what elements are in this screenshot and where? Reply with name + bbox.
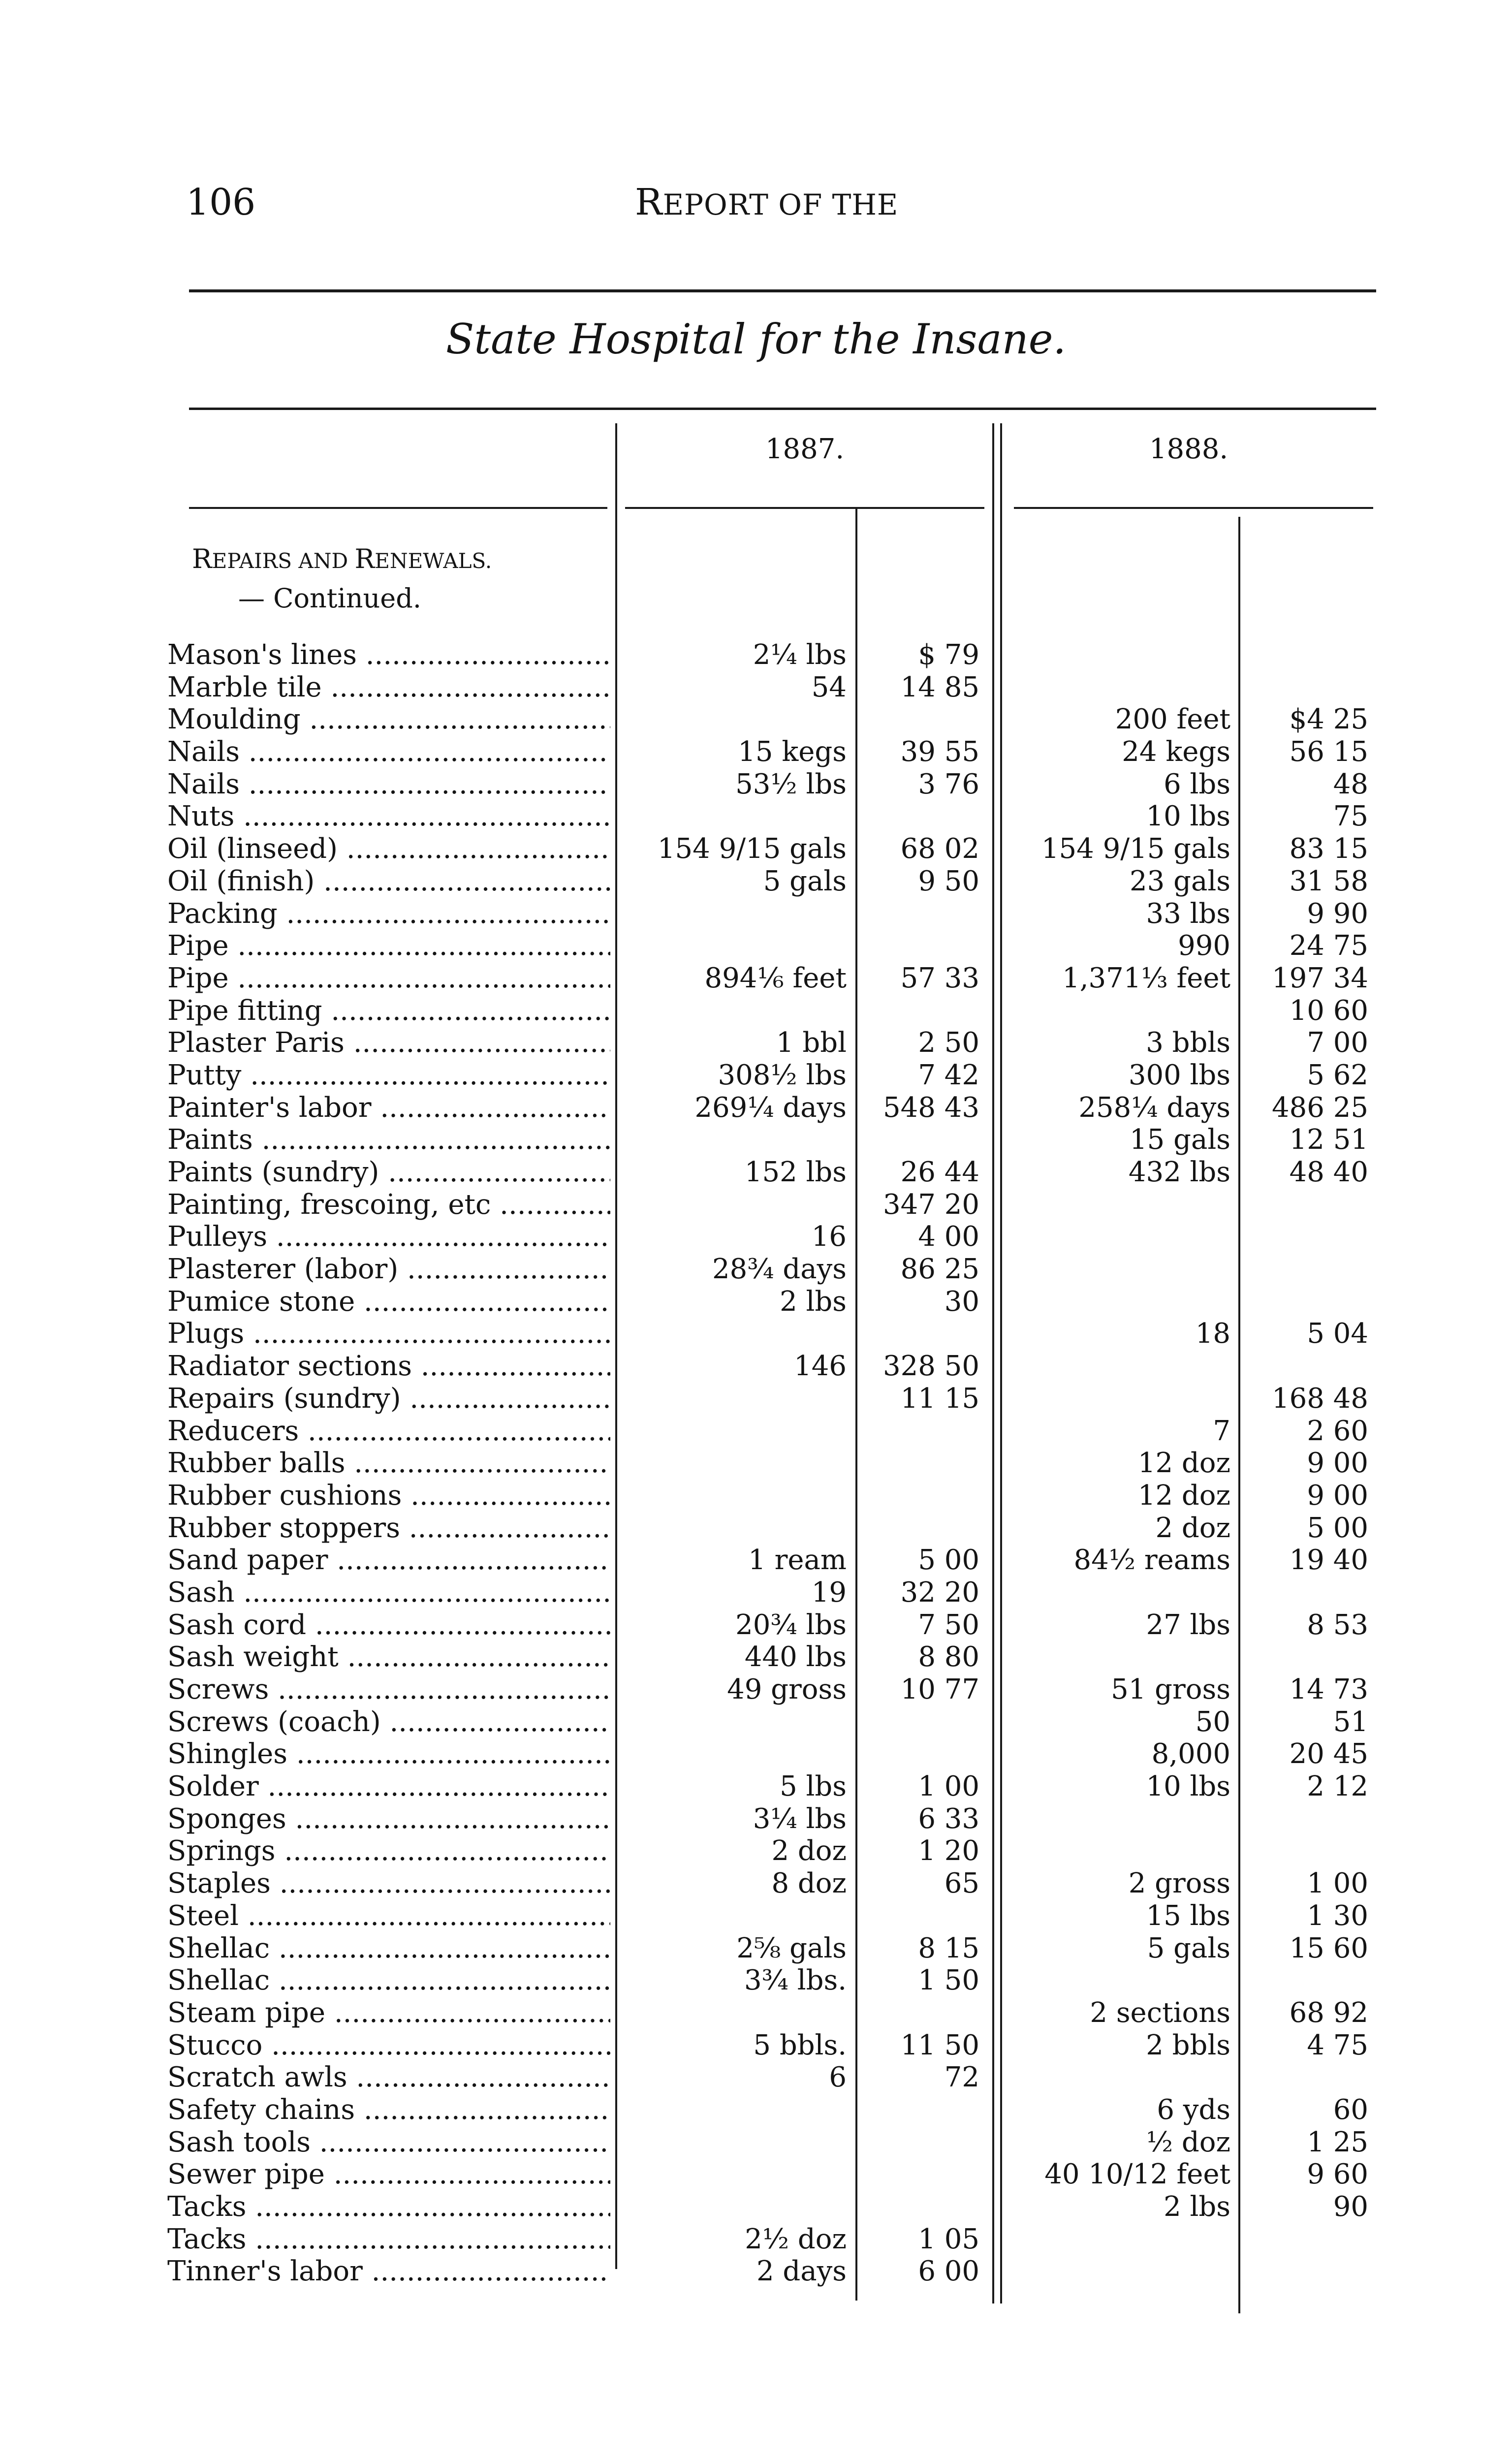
table-row (0, 833, 1512, 865)
quantity-1887: 8 doz (771, 1867, 847, 1900)
item-label: Painting, frescoing, etc ..... (167, 1189, 610, 1221)
amount-1887: 32 20 (900, 1576, 979, 1609)
table-row (0, 1480, 1512, 1512)
amount-1887: 86 25 (900, 1253, 979, 1286)
item-label: Pulleys ..... (167, 1221, 610, 1253)
table-subtitle: State Hospital for the Insane. (445, 315, 1067, 363)
quantity-1888: 990 (1178, 930, 1230, 962)
quantity-1887: 1 bbl (776, 1027, 847, 1059)
table-row (0, 1318, 1512, 1350)
amount-1888: 68 92 (1289, 1996, 1368, 2029)
quantity-1888: 15 lbs (1146, 1899, 1230, 1932)
quantity-1887: 152 lbs (744, 1156, 847, 1188)
section-title: REPAIRS AND RENEWALS. (192, 543, 492, 574)
column-head-rule-left (189, 507, 607, 509)
amount-1887: 10 77 (900, 1673, 979, 1705)
item-label: Sash cord ..... (167, 1609, 610, 1641)
table-row (0, 2158, 1512, 2191)
amount-1888: 8 53 (1307, 1609, 1368, 1641)
amount-1888: 20 45 (1289, 1738, 1368, 1770)
amount-1888: 1 30 (1307, 1899, 1368, 1932)
table-row (0, 1803, 1512, 1835)
amount-1887: 39 55 (900, 736, 979, 768)
table-row (0, 800, 1512, 833)
header-rule (189, 408, 1376, 410)
year-1887-header: 1887. (765, 433, 845, 465)
quantity-1888: 2 doz (1155, 1512, 1230, 1544)
table-row (0, 1124, 1512, 1156)
amount-1887: 72 (944, 2061, 979, 2094)
quantity-1887: 15 kegs (738, 736, 847, 768)
table-row (0, 2061, 1512, 2094)
quantity-1888: ½ doz (1146, 2126, 1230, 2158)
item-label: Screws (coach) ..... (167, 1706, 610, 1738)
amount-1887: 7 50 (918, 1609, 979, 1641)
table-row (0, 1253, 1512, 1286)
item-label: Steel ..... (167, 1900, 610, 1932)
table-row (0, 1512, 1512, 1545)
quantity-1888: 2 bbls (1146, 2029, 1230, 2061)
amount-1887: 3 76 (918, 768, 979, 800)
amount-1888: 31 58 (1289, 865, 1368, 897)
amount-1888: 2 12 (1307, 1770, 1368, 1803)
quantity-1888: 6 yds (1157, 2093, 1230, 2126)
amount-1887: 8 80 (918, 1641, 979, 1673)
amount-1887: 5 00 (918, 1544, 979, 1577)
quantity-1887: 16 (811, 1221, 847, 1253)
item-label: Paints (sundry) ..... (167, 1156, 610, 1189)
top-rule (189, 289, 1376, 292)
amount-1888: 12 51 (1289, 1124, 1368, 1156)
quantity-1888: 12 doz (1137, 1447, 1230, 1480)
quantity-1887: 28¾ days (712, 1253, 847, 1286)
table-row (0, 1706, 1512, 1738)
amount-1887: 1 20 (918, 1835, 979, 1867)
amount-1887: 11 15 (900, 1382, 979, 1415)
quantity-1888: 3 bbls (1146, 1027, 1230, 1059)
table-row (0, 1577, 1512, 1609)
amount-1888: 83 15 (1289, 833, 1368, 865)
item-label: Marble tile ..... (167, 671, 610, 704)
amount-1888: 24 75 (1289, 930, 1368, 962)
quantity-1887: 154 9/15 gals (657, 833, 847, 865)
amount-1888: 15 60 (1289, 1932, 1368, 1964)
quantity-1887: 2 days (756, 2255, 847, 2288)
amount-1888: 486 25 (1272, 1091, 1368, 1124)
quantity-1888: 23 gals (1130, 865, 1230, 897)
table-row (0, 1770, 1512, 1803)
item-label: Paints ..... (167, 1124, 610, 1156)
table-row (0, 1738, 1512, 1770)
item-label: Shellac ..... (167, 1932, 610, 1965)
item-label: Pumice stone ..... (167, 1286, 610, 1318)
table-row (0, 1189, 1512, 1221)
quantity-1887: 5 gals (763, 865, 847, 897)
table-row (0, 898, 1512, 930)
amount-1888: 9 00 (1307, 1447, 1368, 1480)
amount-1888: 10 60 (1289, 994, 1368, 1027)
item-label: Radiator sections ..... (167, 1350, 610, 1383)
quantity-1887: 894⅙ feet (704, 962, 847, 994)
item-label: Pipe ..... (167, 930, 610, 962)
item-label: Plugs ..... (167, 1318, 610, 1350)
table-row (0, 1673, 1512, 1706)
table-row (0, 930, 1512, 962)
item-label: Solder ..... (167, 1770, 610, 1803)
running-head: REPORT OF THE (635, 181, 899, 223)
table-row (0, 1641, 1512, 1673)
item-label: Tinner's labor ..... (167, 2255, 610, 2288)
item-label: Sand paper ..... (167, 1544, 610, 1577)
table-row (0, 1221, 1512, 1253)
amount-1887: 68 02 (900, 833, 979, 865)
table-row (0, 703, 1512, 736)
amount-1888: 75 (1333, 800, 1368, 833)
item-label: Pipe ..... (167, 962, 610, 995)
item-label: Stucco ..... (167, 2029, 610, 2062)
quantity-1888: 15 gals (1130, 1124, 1230, 1156)
item-label: Nails ..... (167, 736, 610, 768)
table-row (0, 1415, 1512, 1448)
quantity-1888: 5 gals (1147, 1932, 1230, 1964)
quantity-1887: 308½ lbs (718, 1059, 847, 1091)
item-label: Screws ..... (167, 1673, 610, 1706)
amount-1887: 6 33 (918, 1802, 979, 1835)
amount-1888: $4 25 (1289, 703, 1368, 736)
quantity-1887: 2⅝ gals (736, 1932, 847, 1964)
quantity-1887: 53½ lbs (735, 768, 847, 800)
quantity-1887: 5 lbs (780, 1770, 847, 1803)
table-row (0, 865, 1512, 898)
amount-1887: 14 85 (900, 671, 979, 703)
item-label: Sash weight ..... (167, 1641, 610, 1673)
table-row (0, 1609, 1512, 1641)
item-label: Putty ..... (167, 1059, 610, 1092)
quantity-1888: 27 lbs (1146, 1609, 1230, 1641)
table-row (0, 1156, 1512, 1189)
quantity-1887: 3¾ lbs. (744, 1964, 847, 1997)
item-label: Mason's lines ..... (167, 639, 610, 671)
item-label: Shingles ..... (167, 1738, 610, 1770)
amount-1887: $ 79 (918, 639, 979, 671)
amount-1888: 48 (1333, 768, 1368, 800)
table-row (0, 1900, 1512, 1932)
table-row (0, 2126, 1512, 2159)
quantity-1887: 2½ doz (745, 2223, 847, 2255)
table-row (0, 1350, 1512, 1383)
item-label: Painter's labor ..... (167, 1092, 610, 1124)
amount-1887: 6 00 (918, 2255, 979, 2288)
item-label: Oil (finish) ..... (167, 865, 610, 898)
amount-1887: 30 (944, 1285, 979, 1318)
table-row (0, 1932, 1512, 1965)
table-row (0, 1997, 1512, 2029)
quantity-1888: 40 10/12 feet (1044, 2158, 1230, 2191)
amount-1888: 1 00 (1307, 1867, 1368, 1900)
quantity-1887: 19 (811, 1576, 847, 1609)
amount-1888: 7 00 (1307, 1027, 1368, 1059)
item-label: Rubber balls ..... (167, 1447, 610, 1480)
quantity-1887: 49 gross (727, 1673, 847, 1705)
item-label: Sash ..... (167, 1577, 610, 1609)
quantity-1887: 146 (794, 1350, 847, 1383)
column-head-rule-1887 (625, 507, 984, 509)
item-label: Packing ..... (167, 898, 610, 930)
quantity-1888: 258¼ days (1078, 1091, 1230, 1124)
amount-1887: 1 05 (918, 2223, 979, 2255)
quantity-1888: 24 kegs (1122, 736, 1230, 768)
amount-1888: 1 25 (1307, 2126, 1368, 2158)
column-head-rule-1888 (1014, 507, 1373, 509)
table-row (0, 1383, 1512, 1415)
item-label: Rubber cushions ..... (167, 1480, 610, 1512)
table-row (0, 2255, 1512, 2288)
table-row (0, 2094, 1512, 2126)
table-row (0, 2223, 1512, 2256)
amount-1888: 5 04 (1307, 1318, 1368, 1350)
item-label: Nuts ..... (167, 800, 610, 833)
amount-1887: 328 50 (883, 1350, 979, 1383)
amount-1888: 14 73 (1289, 1673, 1368, 1705)
amount-1888: 9 90 (1307, 897, 1368, 930)
amount-1887: 11 50 (900, 2029, 979, 2061)
item-label: Tacks ..... (167, 2223, 610, 2256)
item-label: Springs ..... (167, 1835, 610, 1867)
amount-1887: 9 50 (918, 865, 979, 897)
amount-1888: 2 60 (1307, 1415, 1368, 1447)
quantity-1888: 10 lbs (1146, 800, 1230, 833)
amount-1888: 19 40 (1289, 1544, 1368, 1577)
amount-1887: 1 00 (918, 1770, 979, 1803)
quantity-1887: 6 (829, 2061, 847, 2094)
table-row (0, 736, 1512, 768)
quantity-1888: 1,371⅓ feet (1062, 962, 1230, 994)
quantity-1888: 10 lbs (1146, 1770, 1230, 1803)
quantity-1887: 54 (811, 671, 847, 703)
quantity-1888: 84½ reams (1073, 1544, 1230, 1577)
amount-1887: 4 00 (918, 1221, 979, 1253)
table-row (0, 1835, 1512, 1867)
item-label: Scratch awls ..... (167, 2061, 610, 2094)
item-label: Nails ..... (167, 768, 610, 801)
item-label: Sponges ..... (167, 1803, 610, 1835)
amount-1888: 51 (1333, 1705, 1368, 1738)
quantity-1888: 33 lbs (1146, 897, 1230, 930)
quantity-1887: 20¾ lbs (735, 1609, 847, 1641)
amount-1887: 65 (944, 1867, 979, 1900)
year-1888-header: 1888. (1149, 433, 1228, 465)
table-row (0, 1027, 1512, 1059)
item-label: Moulding ..... (167, 703, 610, 736)
quantity-1888: 2 gross (1128, 1867, 1230, 1900)
quantity-1887: 2 doz (771, 1835, 847, 1867)
quantity-1888: 300 lbs (1128, 1059, 1230, 1091)
table-row (0, 1544, 1512, 1577)
table-row (0, 639, 1512, 671)
amount-1888: 168 48 (1272, 1382, 1368, 1415)
amount-1887: 8 15 (918, 1932, 979, 1964)
table-row (0, 2029, 1512, 2062)
table-row (0, 962, 1512, 995)
amount-1888: 90 (1333, 2191, 1368, 2223)
quantity-1888: 8,000 (1151, 1738, 1230, 1770)
amount-1888: 60 (1333, 2093, 1368, 2126)
item-label: Shellac ..... (167, 1964, 610, 1997)
amount-1887: 347 20 (883, 1188, 979, 1221)
item-label: Sash tools ..... (167, 2126, 610, 2159)
quantity-1888: 7 (1213, 1415, 1230, 1447)
table-row (0, 1059, 1512, 1092)
item-label: Sewer pipe ..... (167, 2158, 610, 2191)
ledger-table (0, 639, 1512, 2288)
quantity-1887: 440 lbs (744, 1641, 847, 1673)
amount-1888: 5 62 (1307, 1059, 1368, 1091)
quantity-1888: 18 (1195, 1318, 1230, 1350)
item-label: Plaster Paris ..... (167, 1027, 610, 1059)
quantity-1887: 2¼ lbs (753, 639, 847, 671)
quantity-1888: 200 feet (1115, 703, 1230, 736)
amount-1888: 4 75 (1307, 2029, 1368, 2061)
amount-1888: 197 34 (1272, 962, 1368, 994)
amount-1888: 5 00 (1307, 1512, 1368, 1544)
table-row (0, 768, 1512, 801)
amount-1887: 1 50 (918, 1964, 979, 1997)
quantity-1887: 2 lbs (780, 1285, 847, 1318)
item-label: Safety chains ..... (167, 2094, 610, 2126)
item-label: Steam pipe ..... (167, 1997, 610, 2029)
quantity-1888: 154 9/15 gals (1041, 833, 1230, 865)
table-row (0, 1092, 1512, 1124)
quantity-1888: 2 sections (1090, 1996, 1230, 2029)
table-row (0, 1286, 1512, 1318)
item-label: Staples ..... (167, 1867, 610, 1900)
quantity-1887: 5 bbls. (753, 2029, 847, 2061)
table-row (0, 995, 1512, 1027)
section-continued: — Continued. (238, 583, 421, 614)
table-row (0, 1964, 1512, 1997)
quantity-1888: 2 lbs (1164, 2191, 1230, 2223)
quantity-1887: 1 ream (748, 1544, 847, 1577)
item-label: Reducers ..... (167, 1415, 610, 1448)
quantity-1888: 51 gross (1111, 1673, 1230, 1705)
page-number: 106 (186, 181, 256, 223)
item-label: Repairs (sundry) ..... (167, 1383, 610, 1415)
quantity-1888: 12 doz (1137, 1479, 1230, 1512)
item-label: Tacks ..... (167, 2191, 610, 2223)
amount-1888: 9 60 (1307, 2158, 1368, 2191)
table-row (0, 1867, 1512, 1900)
section-header (192, 540, 492, 617)
quantity-1888: 432 lbs (1128, 1156, 1230, 1188)
amount-1887: 26 44 (900, 1156, 979, 1188)
table-row (0, 671, 1512, 704)
amount-1888: 9 00 (1307, 1479, 1368, 1512)
table-row (0, 2191, 1512, 2223)
quantity-1888: 50 (1195, 1705, 1230, 1738)
item-label: Rubber stoppers ..... (167, 1512, 610, 1545)
amount-1888: 48 40 (1289, 1156, 1368, 1188)
amount-1887: 548 43 (883, 1091, 979, 1124)
amount-1888: 56 15 (1289, 736, 1368, 768)
quantity-1887: 3¼ lbs (753, 1802, 847, 1835)
amount-1887: 7 42 (918, 1059, 979, 1091)
item-label: Plasterer (labor) ..... (167, 1253, 610, 1286)
quantity-1887: 269¼ days (694, 1091, 847, 1124)
amount-1887: 57 33 (900, 962, 979, 994)
item-label: Oil (linseed) ..... (167, 833, 610, 865)
table-row (0, 1447, 1512, 1480)
amount-1887: 2 50 (918, 1027, 979, 1059)
item-label: Pipe fitting ..... (167, 995, 610, 1027)
quantity-1888: 6 lbs (1164, 768, 1230, 800)
